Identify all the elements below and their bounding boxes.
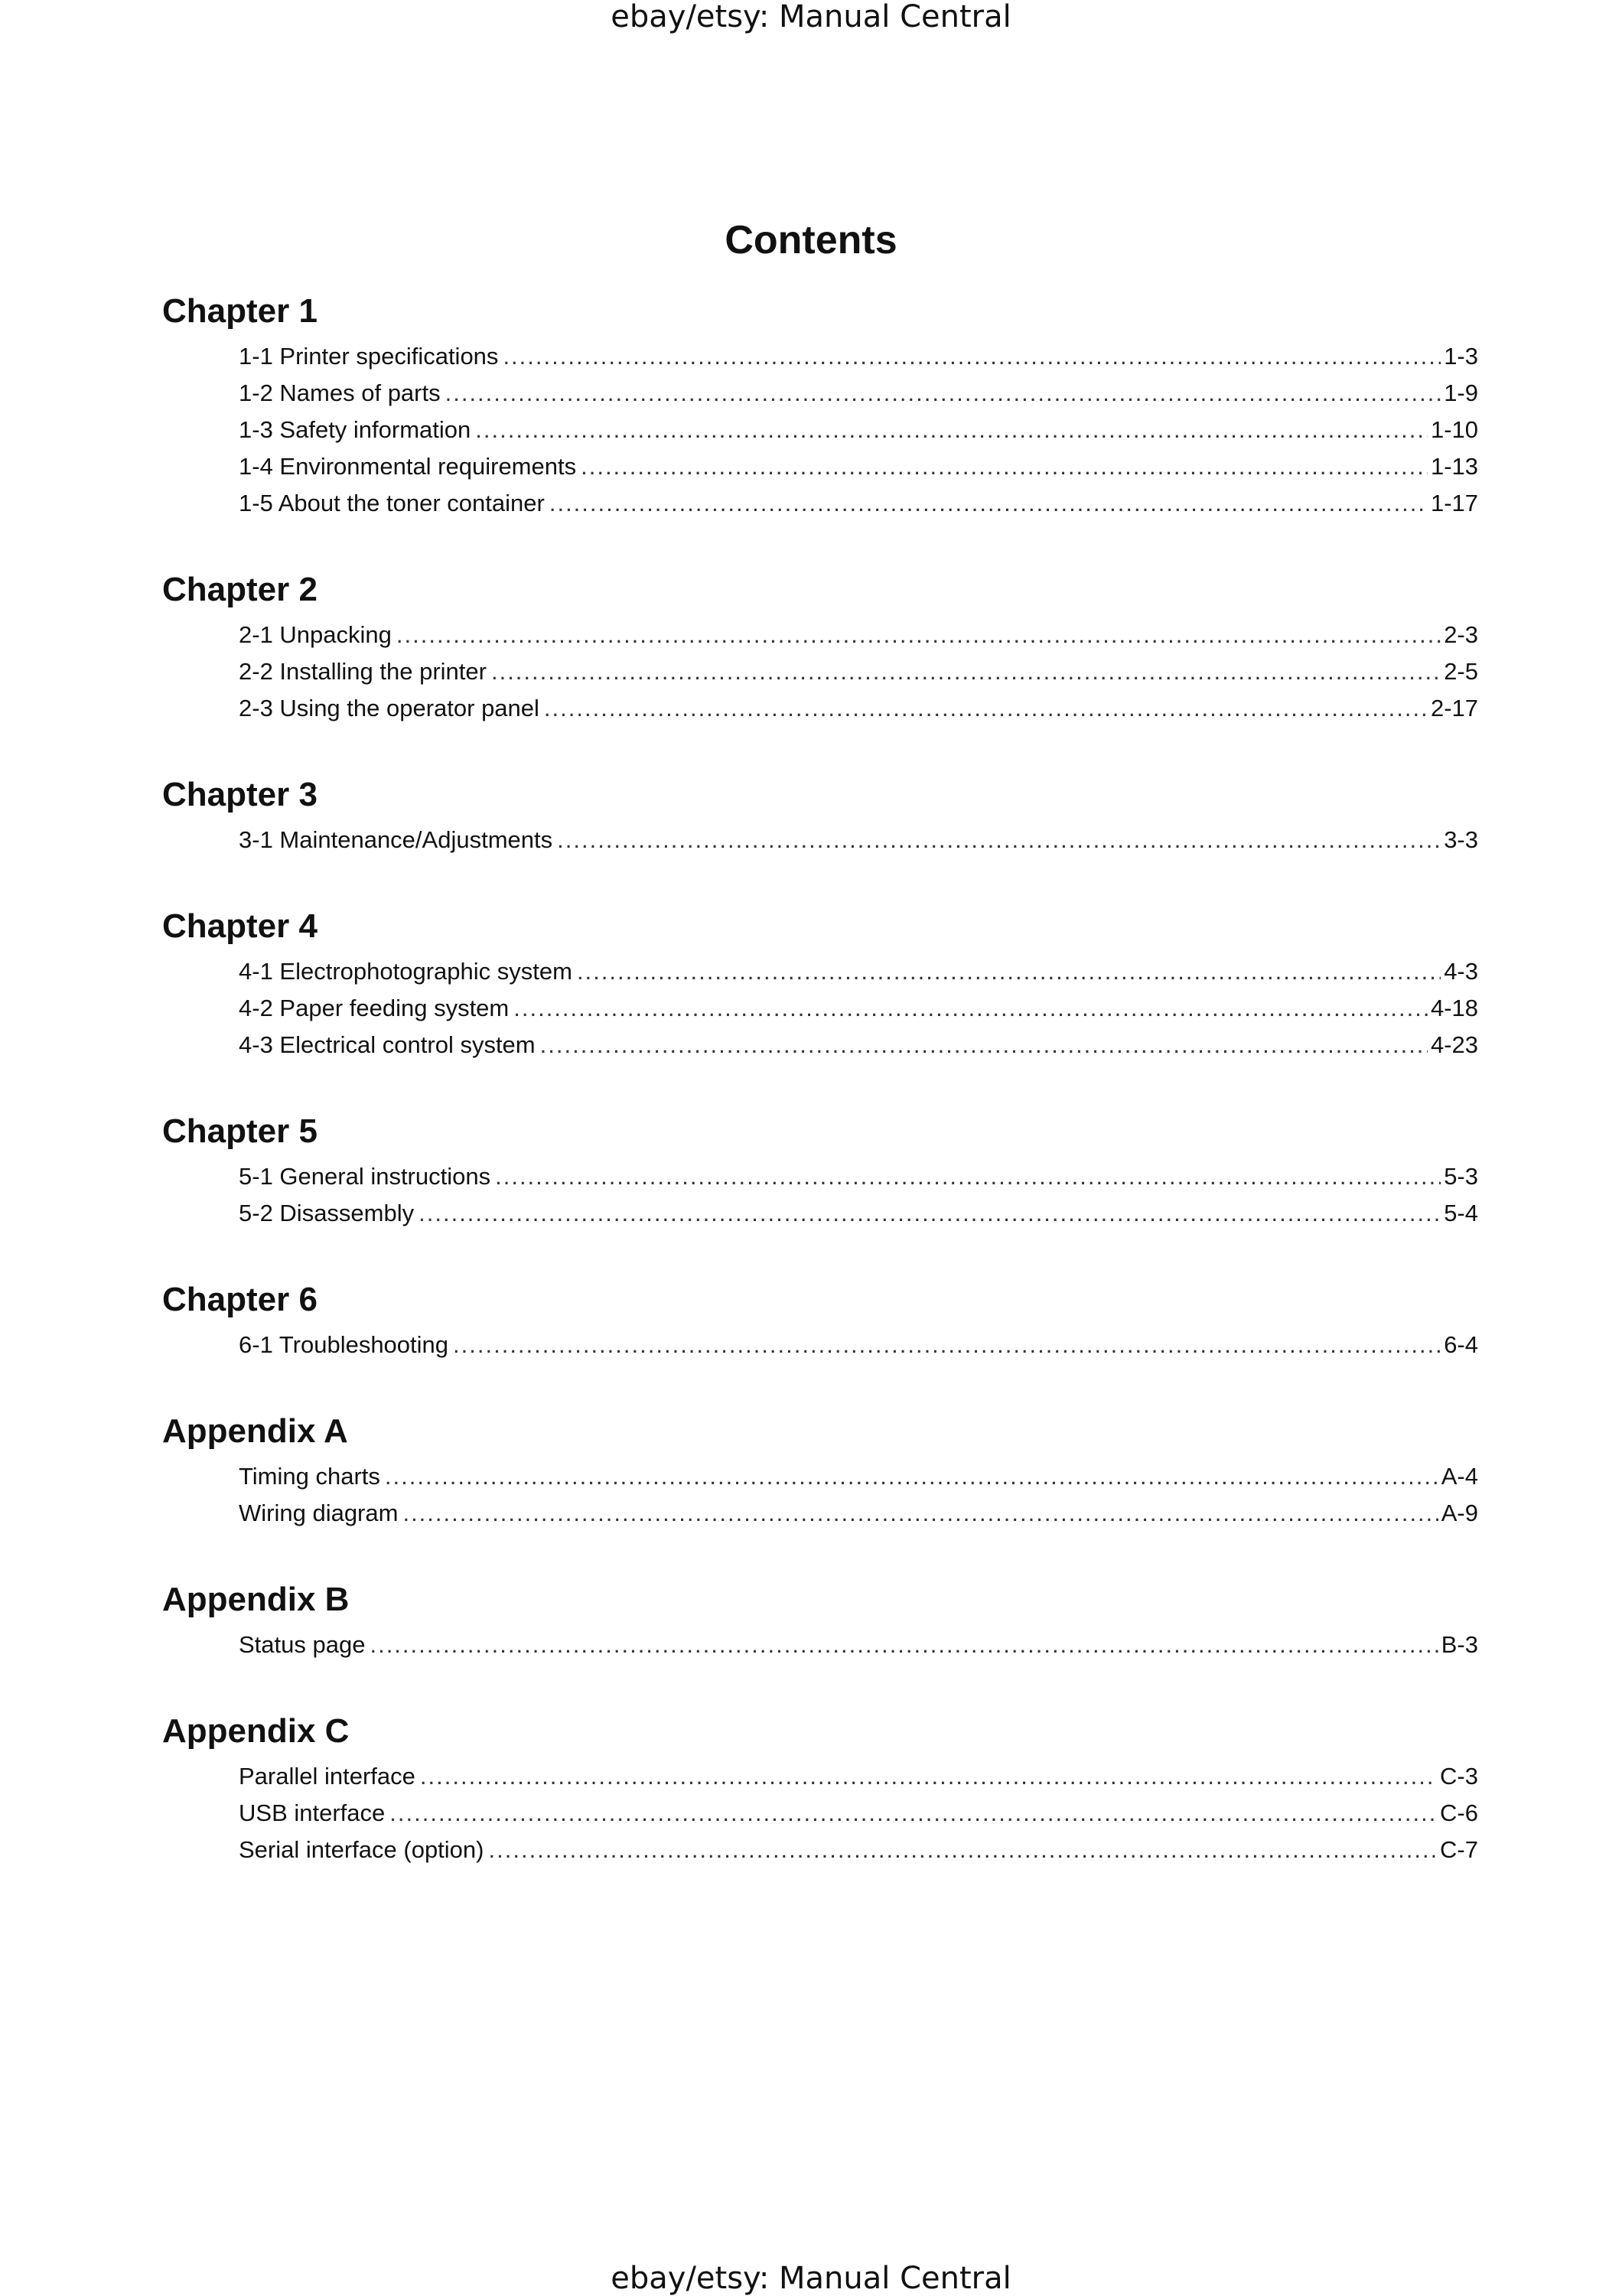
dot-leader [549, 485, 1428, 522]
dot-leader [503, 338, 1441, 375]
dot-leader [557, 822, 1441, 858]
toc-entry-label: 3-1 Maintenance/Adjustments [239, 826, 553, 853]
dot-leader [495, 1158, 1441, 1195]
toc-entry[interactable] [239, 990, 1478, 1027]
toc-entry-page-number: 4-3 [1444, 958, 1478, 985]
toc-entry[interactable] [239, 412, 1478, 448]
toc-entry-label: 2-1 Unpacking [239, 621, 392, 648]
toc-entry-page-number: 1-13 [1430, 453, 1478, 480]
toc-entry-page-number: C-7 [1440, 1836, 1478, 1863]
table-of-contents [162, 285, 1478, 1910]
toc-section [162, 1273, 1478, 1363]
toc-entry-label: USB interface [239, 1799, 386, 1826]
toc-section [162, 900, 1478, 1063]
toc-entry-label: 4-1 Electrophotographic system [239, 958, 572, 985]
toc-entry-page-number: 1-10 [1430, 416, 1478, 443]
toc-entry-page-number: 5-4 [1444, 1200, 1478, 1226]
section-heading: Chapter 4 [162, 907, 318, 945]
toc-entry-label: 2-3 Using the operator panel [239, 695, 539, 721]
toc-entry-label: 1-4 Environmental requirements [239, 453, 577, 480]
toc-entry-page-number: 2-5 [1444, 658, 1478, 685]
page-title: Contents [725, 217, 897, 262]
toc-entry-page-number: 6-4 [1444, 1331, 1478, 1358]
dot-leader [581, 448, 1428, 485]
toc-entry-page-number: 1-9 [1444, 379, 1478, 406]
watermark-bottom: ebay/etsy: Manual Central [611, 2261, 1011, 2296]
section-heading: Appendix A [162, 1412, 348, 1450]
dot-leader [396, 617, 1441, 653]
toc-entry-page-number: B-3 [1441, 1631, 1478, 1658]
toc-entry-label: 4-3 Electrical control system [239, 1031, 536, 1058]
toc-entry-label: 4-2 Paper feeding system [239, 995, 510, 1021]
toc-entry[interactable] [239, 1832, 1478, 1868]
dot-leader [544, 690, 1428, 727]
toc-entry[interactable] [239, 1027, 1478, 1063]
dot-leader [385, 1458, 1438, 1495]
toc-section [162, 1705, 1478, 1868]
toc-entry[interactable] [239, 653, 1478, 690]
section-heading: Appendix C [162, 1712, 350, 1750]
toc-entry-page-number: 5-3 [1444, 1163, 1478, 1190]
toc-entry[interactable] [239, 448, 1478, 485]
toc-entry-label: Parallel interface [239, 1763, 415, 1790]
toc-entry-label: 5-1 General instructions [239, 1163, 491, 1190]
dot-leader [513, 990, 1428, 1027]
toc-entry-label: Timing charts [239, 1463, 380, 1490]
dot-leader [402, 1495, 1438, 1532]
toc-section [162, 1405, 1478, 1532]
toc-entry-label: 6-1 Troubleshooting [239, 1331, 449, 1358]
section-heading: Chapter 3 [162, 776, 318, 813]
toc-entry[interactable] [239, 1758, 1478, 1795]
toc-section [162, 1573, 1478, 1663]
dot-leader [420, 1758, 1437, 1795]
toc-entry[interactable] [239, 1327, 1478, 1363]
toc-entry[interactable] [239, 338, 1478, 375]
toc-entry-page-number: 2-17 [1430, 695, 1478, 721]
watermark-top: ebay/etsy: Manual Central [611, 0, 1011, 34]
toc-entry-page-number: 3-3 [1444, 826, 1478, 853]
dot-leader [453, 1327, 1441, 1363]
toc-entry[interactable] [239, 1195, 1478, 1232]
section-heading: Appendix B [162, 1581, 350, 1618]
toc-entry-label: Status page [239, 1631, 366, 1658]
toc-entry-label: Wiring diagram [239, 1500, 399, 1526]
section-heading: Chapter 1 [162, 292, 318, 330]
toc-section [162, 768, 1478, 858]
toc-entry-page-number: A-4 [1441, 1463, 1478, 1490]
dot-leader [445, 375, 1441, 412]
section-heading: Chapter 5 [162, 1112, 318, 1150]
toc-entry-label: 2-2 Installing the printer [239, 658, 487, 685]
toc-entry[interactable] [239, 1158, 1478, 1195]
toc-entry-page-number: 1-3 [1444, 343, 1478, 370]
dot-leader [475, 412, 1428, 448]
toc-entry[interactable] [239, 1495, 1478, 1532]
toc-entry-page-number: A-9 [1441, 1500, 1478, 1526]
toc-entry[interactable] [239, 485, 1478, 522]
toc-entry-page-number: 2-3 [1444, 621, 1478, 648]
toc-section [162, 563, 1478, 727]
toc-entry[interactable] [239, 375, 1478, 412]
toc-entry-page-number: C-6 [1440, 1799, 1478, 1826]
toc-entry[interactable] [239, 822, 1478, 858]
toc-entry-label: Serial interface (option) [239, 1836, 484, 1863]
toc-entry[interactable] [239, 690, 1478, 727]
toc-entry[interactable] [239, 1795, 1478, 1832]
dot-leader [489, 1832, 1438, 1868]
section-heading: Chapter 2 [162, 571, 318, 608]
toc-entry[interactable] [239, 617, 1478, 653]
section-heading: Chapter 6 [162, 1281, 318, 1318]
dot-leader [577, 953, 1441, 990]
dot-leader [491, 653, 1441, 690]
toc-entry-label: 1-3 Safety information [239, 416, 471, 443]
toc-entry[interactable] [239, 1627, 1478, 1663]
toc-entry-page-number: 4-18 [1430, 995, 1478, 1021]
dot-leader [389, 1795, 1437, 1832]
dot-leader [419, 1195, 1441, 1232]
toc-entry[interactable] [239, 1458, 1478, 1495]
toc-entry-label: 1-2 Names of parts [239, 379, 441, 406]
toc-entry-page-number: 1-17 [1430, 490, 1478, 516]
dot-leader [370, 1627, 1438, 1663]
toc-section [162, 1105, 1478, 1232]
toc-entry-label: 1-5 About the toner container [239, 490, 545, 516]
dot-leader [540, 1027, 1428, 1063]
toc-entry-page-number: 4-23 [1430, 1031, 1478, 1058]
toc-entry-page-number: C-3 [1440, 1763, 1478, 1790]
toc-entry-label: 1-1 Printer specifications [239, 343, 499, 370]
toc-entry[interactable] [239, 953, 1478, 990]
toc-entry-label: 5-2 Disassembly [239, 1200, 415, 1226]
toc-section [162, 285, 1478, 522]
